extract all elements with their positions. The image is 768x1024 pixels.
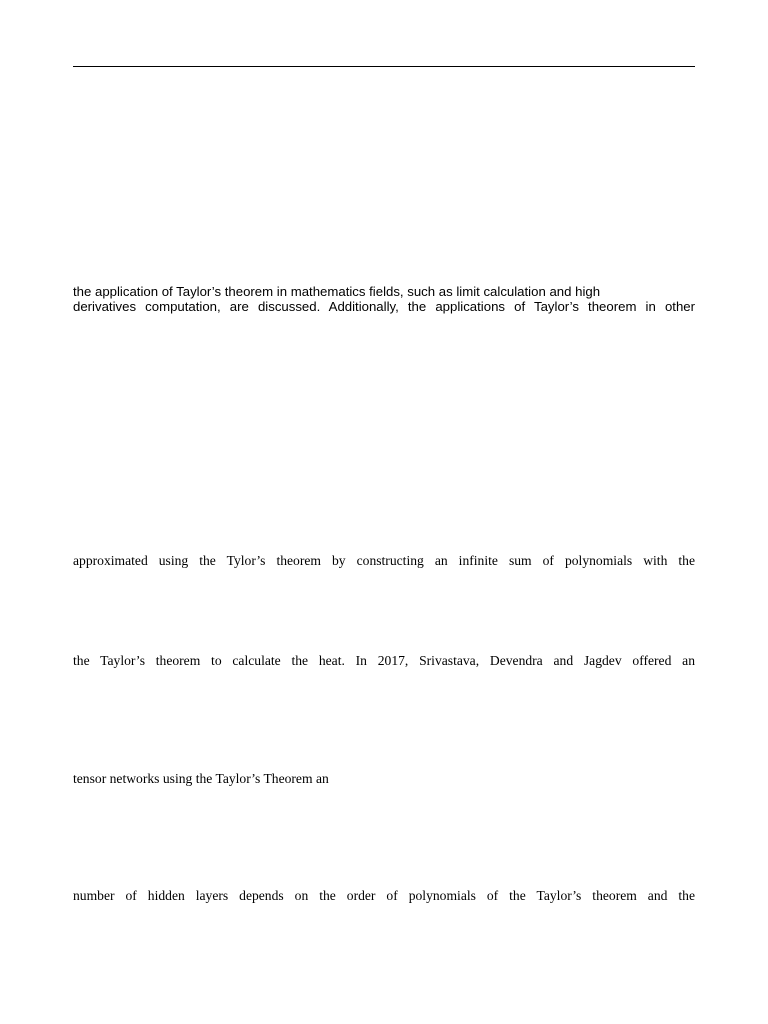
top-rule bbox=[73, 66, 695, 67]
text-line: the application of Taylor’s theorem in mathematics fields, such as limit calculation and high bbox=[73, 284, 601, 299]
text-line: tensor networks using the Taylor’s Theorem an bbox=[73, 771, 329, 786]
text-line: the Taylor’s theorem to calculate the heat. In 2017, Srivastava, Devendra and Jagdev offered an bbox=[73, 653, 695, 668]
text-line: derivatives computation, are discussed. Additionally, the applications of Taylor’s theorem in other bbox=[73, 299, 695, 314]
text-line: number of hidden layers depends on the order of polynomials of the Taylor’s theorem and the bbox=[73, 888, 695, 903]
text-line: approximated using the Tylor’s theorem by constructing an infinite sum of polynomials with the bbox=[73, 553, 695, 568]
